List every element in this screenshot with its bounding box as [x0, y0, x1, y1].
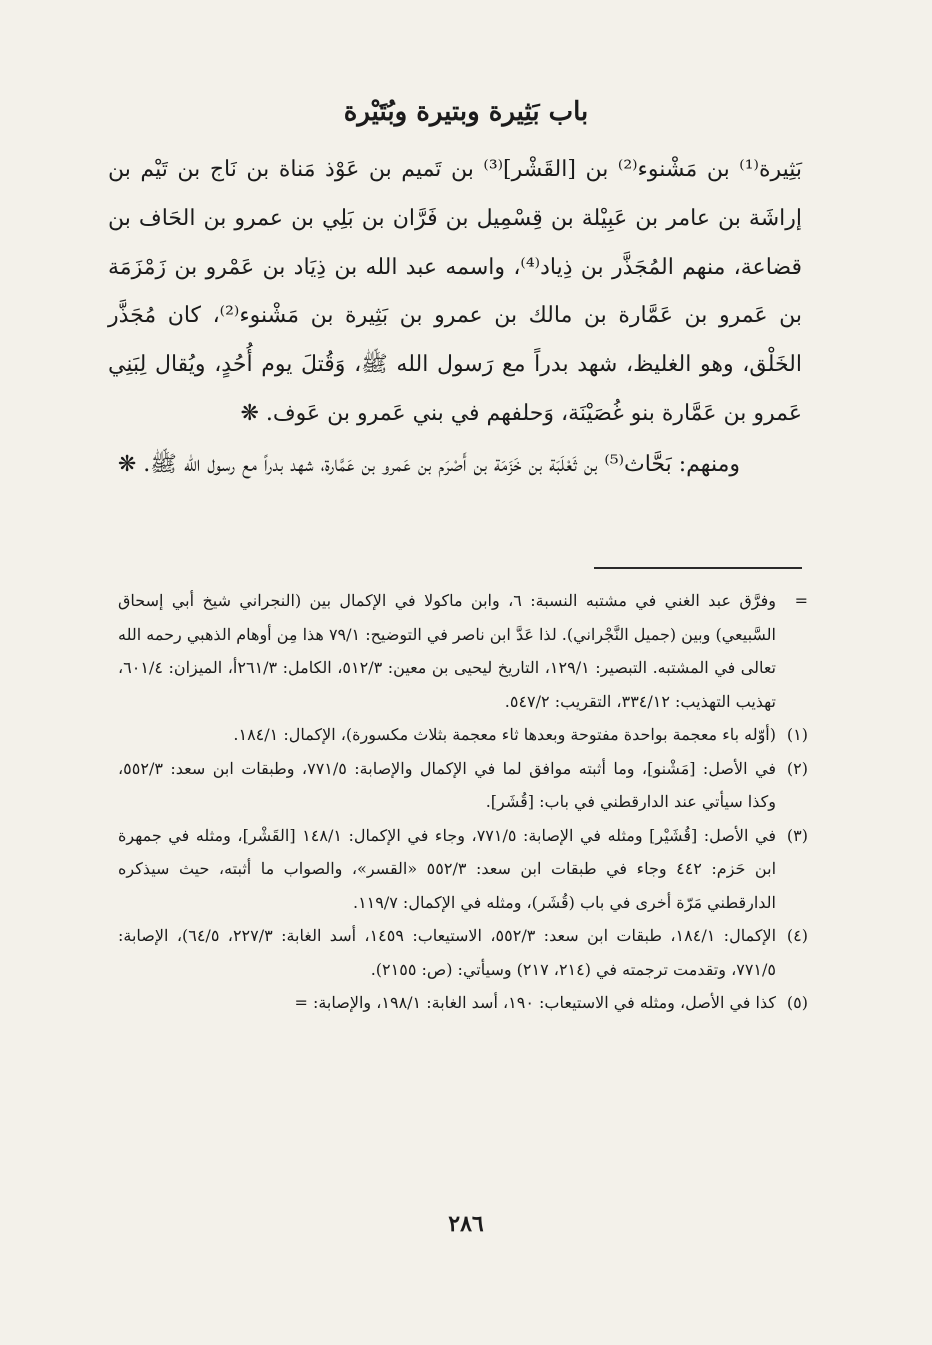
footnote-marker: (٤): [786, 926, 808, 945]
footnote-text: في الأصل: [قُشَيْر] ومثله في الإصابة: ٧٧١/٥، وجاء في الإكمال: ١٤٨/١ [القَشْر]، ومثله في جمهرة ابن حَزم: ٤٤٢ وجاء في طبقات ابن سعد: ٥٥٢/٣ «القسر»، والصواب ما أثبته، حيث سيذكره الدارقطني مَرّة أخرى في باب (قُشَر)، ومثله في الإكمال: ١١٩/٧.: [118, 825, 777, 912]
paragraph-bathira: بَثِيرة⁽¹⁾ بن مَشْنوء⁽²⁾ بن [القَشْر]⁽³⁾ بن تَميم بن عَوْذ مَناة بن نَاج بن تَيْم بن إراشَة بن عامر بن عَبِيْلة بن قِسْمِيل بن فَرَّان بن بَلِي بن عمرو بن الحَاف بن قضاعة، منهم المُجَذَّر بن ذِياد⁽⁴⁾، واسمه عبد الله بن ذِيَاد بن عَمْرو بن زَمْزَمَة بن عَمرو بن عَمَّارة بن مالك بن عمرو بن بَثِيرة بن مَشْنوء⁽²⁾، كان مُجَذَّر الخَلْق، وهو الغليظ، شهد بدراً مع رَسول الله ﷺ، وَقُتلَ يوم أُحُدٍ، ويُقال لِبَنِي عَمرو بن عَمَّارة بنو غُصَيْنَة، وَحلفهم في بني عَمرو بن عَوف. ❋: [108, 157, 803, 426]
footnote-text: كذا في الأصل، ومثله في الاستيعاب: ١٩٠، أسد الغابة: ١٩٨/١، والإصابة: =: [294, 993, 776, 1012]
main-text: [108, 146, 802, 490]
footnote-4: [118, 919, 808, 986]
footnotes: [118, 584, 808, 1020]
footnote-marker: =: [794, 591, 808, 610]
footnote-continued: [118, 584, 808, 718]
footnote-separator: [594, 567, 802, 569]
footnote-text: في الأصل: [مَشْنو]، وما أثبته موافق لما في الإكمال والإصابة: ٧٧١/٥، وطبقات ابن سعد: ٥٥٢/٣، وكذا سيأتي عند الدارقطني في باب: [قُشَر].: [118, 758, 776, 811]
chapter-title: باب بَثِيرة وبتيرة وبُتَيْرة: [343, 97, 589, 127]
footnote-text: الإكمال: ١٨٤/١، طبقات ابن سعد: ٥٥٢/٣، الاستيعاب: ١٤٥٩، أسد الغابة: ٢٢٧/٣، ٦٤/٥)، الإصابة: ٧٧١/٥، وتقدمت ترجمته في (٢١٤، ٢١٧) وسيأتي: (ص: ٢١٥٥).: [118, 926, 777, 979]
footnote-marker: (٥): [786, 993, 808, 1012]
footnote-5: [118, 986, 808, 1020]
footnote-text: (أوّله باء معجمة بواحدة مفتوحة وبعدها ثاء معجمة بثلاث مكسورة)، الإكمال: ١٨٤/١.: [233, 725, 776, 744]
footnote-marker: (٢): [786, 758, 808, 778]
paragraph-bahhath: ومنهم: بَحَّاث⁽⁵⁾ بن ثَعْلَبَة بن خَزَمَة بن أَصْرَم بن عَمرو بن عَمَّارة، شهد بدراً مع رسول الله ﷺ. ❋: [117, 451, 740, 477]
footnote-marker: (٣): [786, 825, 808, 845]
footnote-2: [118, 752, 808, 819]
footnote-marker: (١): [786, 725, 808, 744]
page-number: ٢٨٦: [448, 1211, 484, 1237]
footnote-text: وفرَّق عبد الغني في مشتبه النسبة: ٦، وابن ماكولا في الإكمال بين (النجراني شيخ أبي إسحاق السَّبيعي) وبين (جميل النَّجْراني). لذا عَدَّ ابن ناصر في التوضيح: ٧٩/١ هذا مِن أوهام الذهبي رحمه الله تعالى في المشتبه. التبصير: ١٢٩/١، التاريخ ليحيى بن معين: ٥١٢/٣، الكامل: ٢٦١/٣أ، الميزان: ٦٠١/٤، تهذيب التهذيب: ٣٣٤/١٢، التقريب: ٥٤٧/٢.: [118, 591, 777, 711]
footnote-3: [118, 819, 808, 920]
footnote-1: [118, 718, 808, 752]
